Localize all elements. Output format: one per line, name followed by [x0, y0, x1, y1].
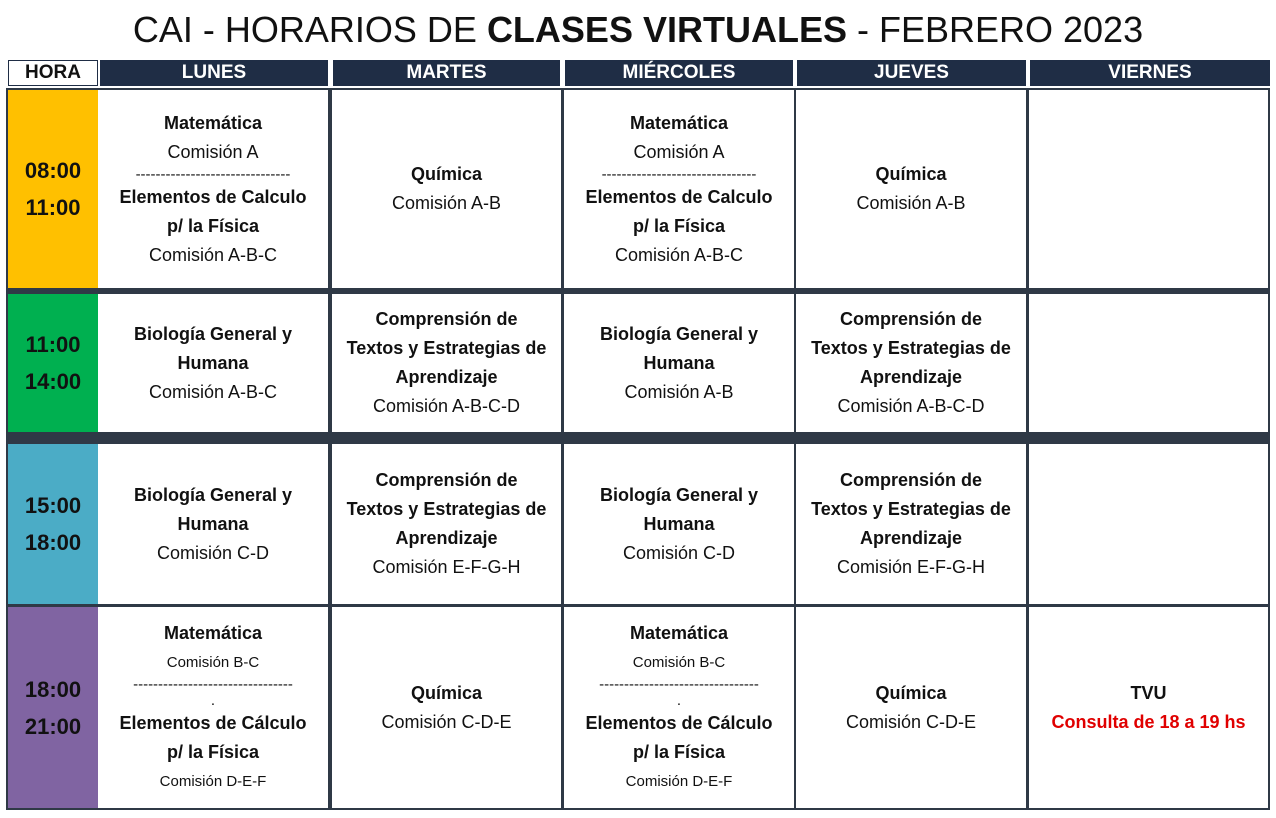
cell-viernes-3 [1029, 444, 1268, 604]
cell-lunes-2: Biología General y Humana Comisión A-B-C [98, 294, 328, 432]
time-slot-3: 15:00 18:00 [8, 444, 98, 604]
cell-martes-3: Comprensión de Textos y Estrategias de Aprendizaje Comisión E-F-G-H [332, 444, 561, 604]
cell-miercoles-4: Matemática Comisión B-C -------------------------------- . Elementos de Cálculo p/ la Física Comisión D-E-F [564, 607, 794, 808]
cell-martes-4: Química Comisión C-D-E [332, 607, 561, 808]
header-viernes: VIERNES [1030, 60, 1270, 86]
cell-miercoles-2: Biología General y Humana Comisión A-B [564, 294, 794, 432]
cell-martes-1: Química Comisión A-B [332, 90, 561, 288]
cell-jueves-3: Comprensión de Textos y Estrategias de Aprendizaje Comisión E-F-G-H [796, 444, 1026, 604]
cell-martes-2: Comprensión de Textos y Estrategias de Aprendizaje Comisión A-B-C-D [332, 294, 561, 432]
cell-lunes-4: Matemática Comisión B-C -------------------------------- . Elementos de Cálculo p/ la Física Comisión D-E-F [98, 607, 328, 808]
cell-viernes-4: TVU Consulta de 18 a 19 hs [1029, 607, 1268, 808]
cell-lunes-3: Biología General y Humana Comisión C-D [98, 444, 328, 604]
cell-miercoles-3: Biología General y Humana Comisión C-D [564, 444, 794, 604]
cell-jueves-1: Química Comisión A-B [796, 90, 1026, 288]
time-slot-2: 11:00 14:00 [8, 294, 98, 432]
cell-miercoles-1: Matemática Comisión A ------------------------------- Elementos de Calculo p/ la Física Comisión A-B-C [564, 90, 794, 288]
cell-viernes-2 [1029, 294, 1268, 432]
page-title: CAI - HORARIOS DE CLASES VIRTUALES - FEBRERO 2023 [132, 9, 1144, 50]
cell-jueves-2: Comprensión de Textos y Estrategias de Aprendizaje Comisión A-B-C-D [796, 294, 1026, 432]
cell-viernes-1 [1029, 90, 1268, 288]
schedule-grid [6, 88, 1270, 810]
cell-lunes-1: Matemática Comisión A ------------------------------- Elementos de Calculo p/ la Física Comisión A-B-C [98, 90, 328, 288]
time-slot-1: 08:00 11:00 [8, 90, 98, 288]
time-slot-4: 18:00 21:00 [8, 607, 98, 808]
header-miercoles: MIÉRCOLES [565, 60, 793, 86]
cell-jueves-4: Química Comisión C-D-E [796, 607, 1026, 808]
header-hora: HORA [8, 60, 98, 86]
header-martes: MARTES [333, 60, 560, 86]
header-jueves: JUEVES [797, 60, 1026, 86]
header-lunes: LUNES [100, 60, 328, 86]
